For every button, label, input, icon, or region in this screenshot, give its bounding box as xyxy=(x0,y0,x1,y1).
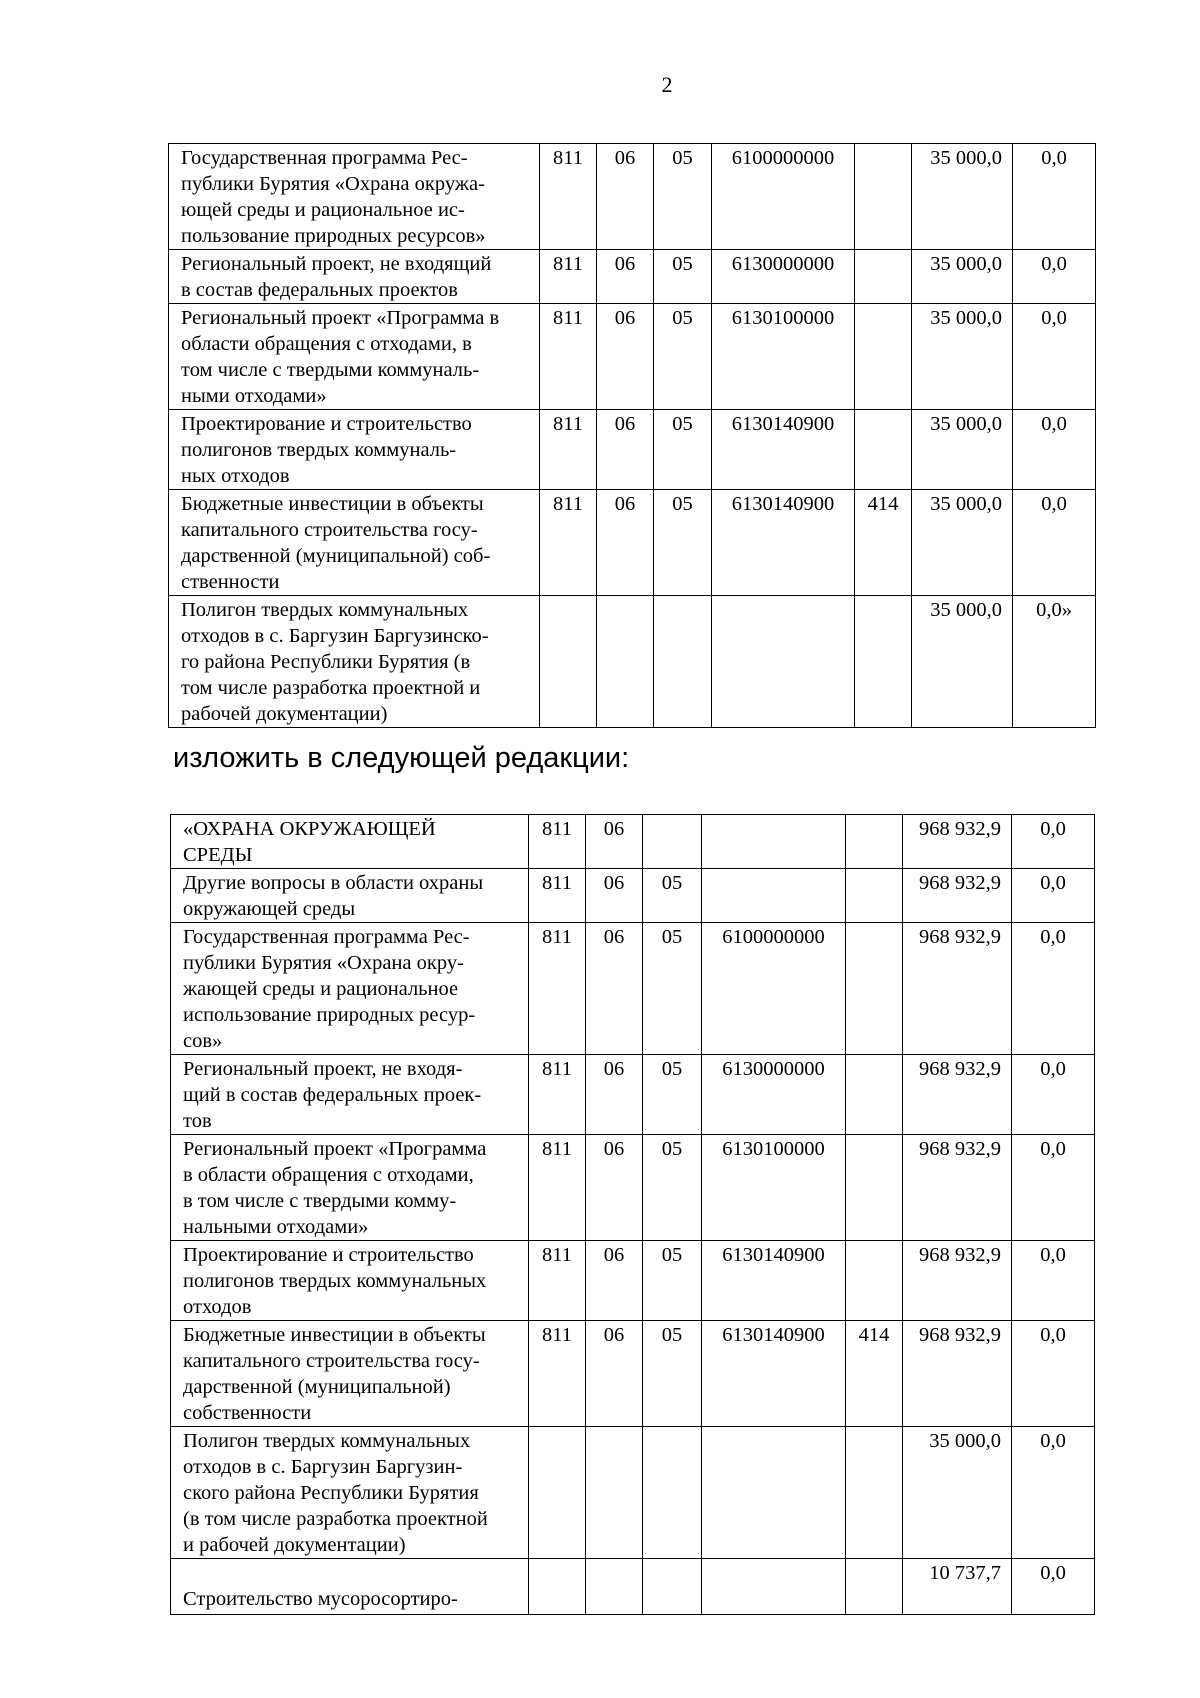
code-section: 06 xyxy=(586,815,643,869)
code-ministry: 811 xyxy=(529,1241,586,1321)
code-section: 06 xyxy=(586,869,643,923)
code-subsection: 05 xyxy=(643,923,702,1055)
table-row xyxy=(171,1321,1095,1427)
item-name: Бюджетные инвестиции в объекты капитального строительства госу- дарственной (муниципальной) собственности xyxy=(171,1321,529,1427)
code-subsection: 05 xyxy=(654,250,712,304)
code-expense-type: 414 xyxy=(846,1321,903,1427)
code-expense-type xyxy=(855,144,912,250)
item-name: Региональный проект «Программа в области обращения с отходами, в том числе с твердыми коммуналь- ными отходами» xyxy=(169,304,540,410)
code-subsection: 05 xyxy=(643,1241,702,1321)
code-ministry: 811 xyxy=(529,923,586,1055)
code-section: 06 xyxy=(586,1135,643,1241)
item-name: Государственная программа Рес- публики Бурятия «Охрана окру- жающей среды и рациональное использование природных ресур- сов» xyxy=(171,923,529,1055)
amount-zero: 0,0» xyxy=(1013,596,1096,728)
item-name: Полигон твердых коммунальных отходов в с. Баргузин Баргузинско- го района Республики Бурятия (в том числе разработка проектной и рабочей документации) xyxy=(169,596,540,728)
code-target: 6130140900 xyxy=(712,410,855,490)
code-ministry xyxy=(529,1427,586,1559)
item-name: Строительство мусоросортиро- xyxy=(171,1559,529,1615)
amount-zero: 0,0 xyxy=(1013,410,1096,490)
item-name: Бюджетные инвестиции в объекты капитального строительства госу- дарственной (муниципальной) соб- ственности xyxy=(169,490,540,596)
amount-zero: 0,0 xyxy=(1012,1055,1095,1135)
code-ministry: 811 xyxy=(529,869,586,923)
table-row xyxy=(171,1135,1095,1241)
code-target xyxy=(702,869,846,923)
code-ministry: 811 xyxy=(529,1135,586,1241)
code-target: 6130140900 xyxy=(702,1241,846,1321)
code-section: 06 xyxy=(586,1241,643,1321)
table-row xyxy=(171,869,1095,923)
code-expense-type xyxy=(846,1135,903,1241)
item-name: Государственная программа Рес- публики Бурятия «Охрана окружа- ющей среды и рациональное ис- пользование природных ресурсов» xyxy=(169,144,540,250)
amount-zero: 0,0 xyxy=(1012,1241,1095,1321)
budget-table-new xyxy=(170,814,1095,1615)
budget-table-old xyxy=(168,143,1096,728)
amount-zero: 0,0 xyxy=(1013,304,1096,410)
code-expense-type xyxy=(846,1055,903,1135)
code-ministry: 811 xyxy=(540,410,597,490)
code-target: 6100000000 xyxy=(702,923,846,1055)
code-expense-type xyxy=(846,1427,903,1559)
amount-zero: 0,0 xyxy=(1013,250,1096,304)
amount: 35 000,0 xyxy=(903,1427,1012,1559)
code-expense-type: 414 xyxy=(855,490,912,596)
amount-zero: 0,0 xyxy=(1012,815,1095,869)
code-section xyxy=(586,1427,643,1559)
amount: 35 000,0 xyxy=(912,490,1013,596)
amount-zero: 0,0 xyxy=(1012,1427,1095,1559)
code-ministry: 811 xyxy=(540,304,597,410)
code-expense-type xyxy=(846,1559,903,1615)
code-ministry: 811 xyxy=(540,490,597,596)
code-target xyxy=(702,1559,846,1615)
amount-zero: 0,0 xyxy=(1012,1135,1095,1241)
amount-zero: 0,0 xyxy=(1012,1559,1095,1615)
code-expense-type xyxy=(855,410,912,490)
code-expense-type xyxy=(846,869,903,923)
code-subsection: 05 xyxy=(654,144,712,250)
item-name: Другие вопросы в области охраны окружающей среды xyxy=(171,869,529,923)
code-expense-type xyxy=(855,596,912,728)
item-name: Проектирование и строительство полигонов твердых коммуналь- ных отходов xyxy=(169,410,540,490)
code-target: 6130000000 xyxy=(712,250,855,304)
amount: 35 000,0 xyxy=(912,250,1013,304)
amount: 968 932,9 xyxy=(903,1241,1012,1321)
code-expense-type xyxy=(855,250,912,304)
code-expense-type xyxy=(846,923,903,1055)
code-section xyxy=(586,1559,643,1615)
table-row xyxy=(171,1427,1095,1559)
item-name: Региональный проект, не входя- щий в состав федеральных проек- тов xyxy=(171,1055,529,1135)
code-ministry: 811 xyxy=(540,250,597,304)
table-row xyxy=(171,815,1095,869)
page-number: 2 xyxy=(661,72,673,97)
table-row xyxy=(169,490,1096,596)
code-section: 06 xyxy=(597,304,654,410)
code-section: 06 xyxy=(586,1321,643,1427)
code-subsection: 05 xyxy=(654,304,712,410)
code-target: 6130100000 xyxy=(702,1135,846,1241)
code-ministry: 811 xyxy=(540,144,597,250)
amount: 968 932,9 xyxy=(903,1321,1012,1427)
item-name: Региональный проект, не входящий в состав федеральных проектов xyxy=(169,250,540,304)
amendment-heading: изложить в следующей редакции: xyxy=(173,742,630,774)
amount: 35 000,0 xyxy=(912,144,1013,250)
code-subsection xyxy=(654,596,712,728)
amount-zero: 0,0 xyxy=(1012,1321,1095,1427)
code-section: 06 xyxy=(597,250,654,304)
amount-zero: 0,0 xyxy=(1013,144,1096,250)
code-subsection xyxy=(643,1559,702,1615)
code-target: 6130140900 xyxy=(702,1321,846,1427)
code-subsection: 05 xyxy=(654,490,712,596)
amount: 968 932,9 xyxy=(903,923,1012,1055)
amount: 968 932,9 xyxy=(903,815,1012,869)
code-target: 6130100000 xyxy=(712,304,855,410)
table-row xyxy=(169,410,1096,490)
code-target: 6100000000 xyxy=(712,144,855,250)
code-ministry: 811 xyxy=(529,1055,586,1135)
code-expense-type xyxy=(846,1241,903,1321)
code-section: 06 xyxy=(586,1055,643,1135)
code-subsection: 05 xyxy=(643,1055,702,1135)
table-row xyxy=(169,250,1096,304)
code-expense-type xyxy=(846,815,903,869)
code-section: 06 xyxy=(586,923,643,1055)
amount-zero: 0,0 xyxy=(1012,869,1095,923)
amount: 968 932,9 xyxy=(903,869,1012,923)
table-row xyxy=(169,596,1096,728)
code-target: 6130140900 xyxy=(712,490,855,596)
code-target xyxy=(712,596,855,728)
amount-zero: 0,0 xyxy=(1012,923,1095,1055)
code-section xyxy=(597,596,654,728)
table-row xyxy=(171,1055,1095,1135)
code-subsection: 05 xyxy=(654,410,712,490)
code-subsection xyxy=(643,1427,702,1559)
item-name: Региональный проект «Программа в области обращения с отходами, в том числе с твердыми комму- нальными отходами» xyxy=(171,1135,529,1241)
amount: 35 000,0 xyxy=(912,596,1013,728)
table-row xyxy=(169,304,1096,410)
amount: 35 000,0 xyxy=(912,410,1013,490)
code-target xyxy=(702,815,846,869)
code-ministry: 811 xyxy=(529,815,586,869)
table-row xyxy=(171,1241,1095,1321)
amount: 35 000,0 xyxy=(912,304,1013,410)
amount: 968 932,9 xyxy=(903,1055,1012,1135)
amount: 10 737,7 xyxy=(903,1559,1012,1615)
table-row xyxy=(169,144,1096,250)
code-section: 06 xyxy=(597,410,654,490)
code-ministry xyxy=(529,1559,586,1615)
table-row xyxy=(171,923,1095,1055)
amount: 968 932,9 xyxy=(903,1135,1012,1241)
code-section: 06 xyxy=(597,490,654,596)
item-name: Полигон твердых коммунальных отходов в с. Баргузин Баргузин- ского района Республики Бурятия (в том числе разработка проектной и рабочей документации) xyxy=(171,1427,529,1559)
code-target xyxy=(702,1427,846,1559)
code-target: 6130000000 xyxy=(702,1055,846,1135)
code-expense-type xyxy=(855,304,912,410)
item-name: «ОХРАНА ОКРУЖАЮЩЕЙ СРЕДЫ xyxy=(171,815,529,869)
code-ministry xyxy=(540,596,597,728)
code-section: 06 xyxy=(597,144,654,250)
amount-zero: 0,0 xyxy=(1013,490,1096,596)
code-subsection xyxy=(643,815,702,869)
code-subsection: 05 xyxy=(643,869,702,923)
table-row xyxy=(171,1559,1095,1615)
code-subsection: 05 xyxy=(643,1321,702,1427)
code-ministry: 811 xyxy=(529,1321,586,1427)
code-subsection: 05 xyxy=(643,1135,702,1241)
item-name: Проектирование и строительство полигонов твердых коммунальных отходов xyxy=(171,1241,529,1321)
